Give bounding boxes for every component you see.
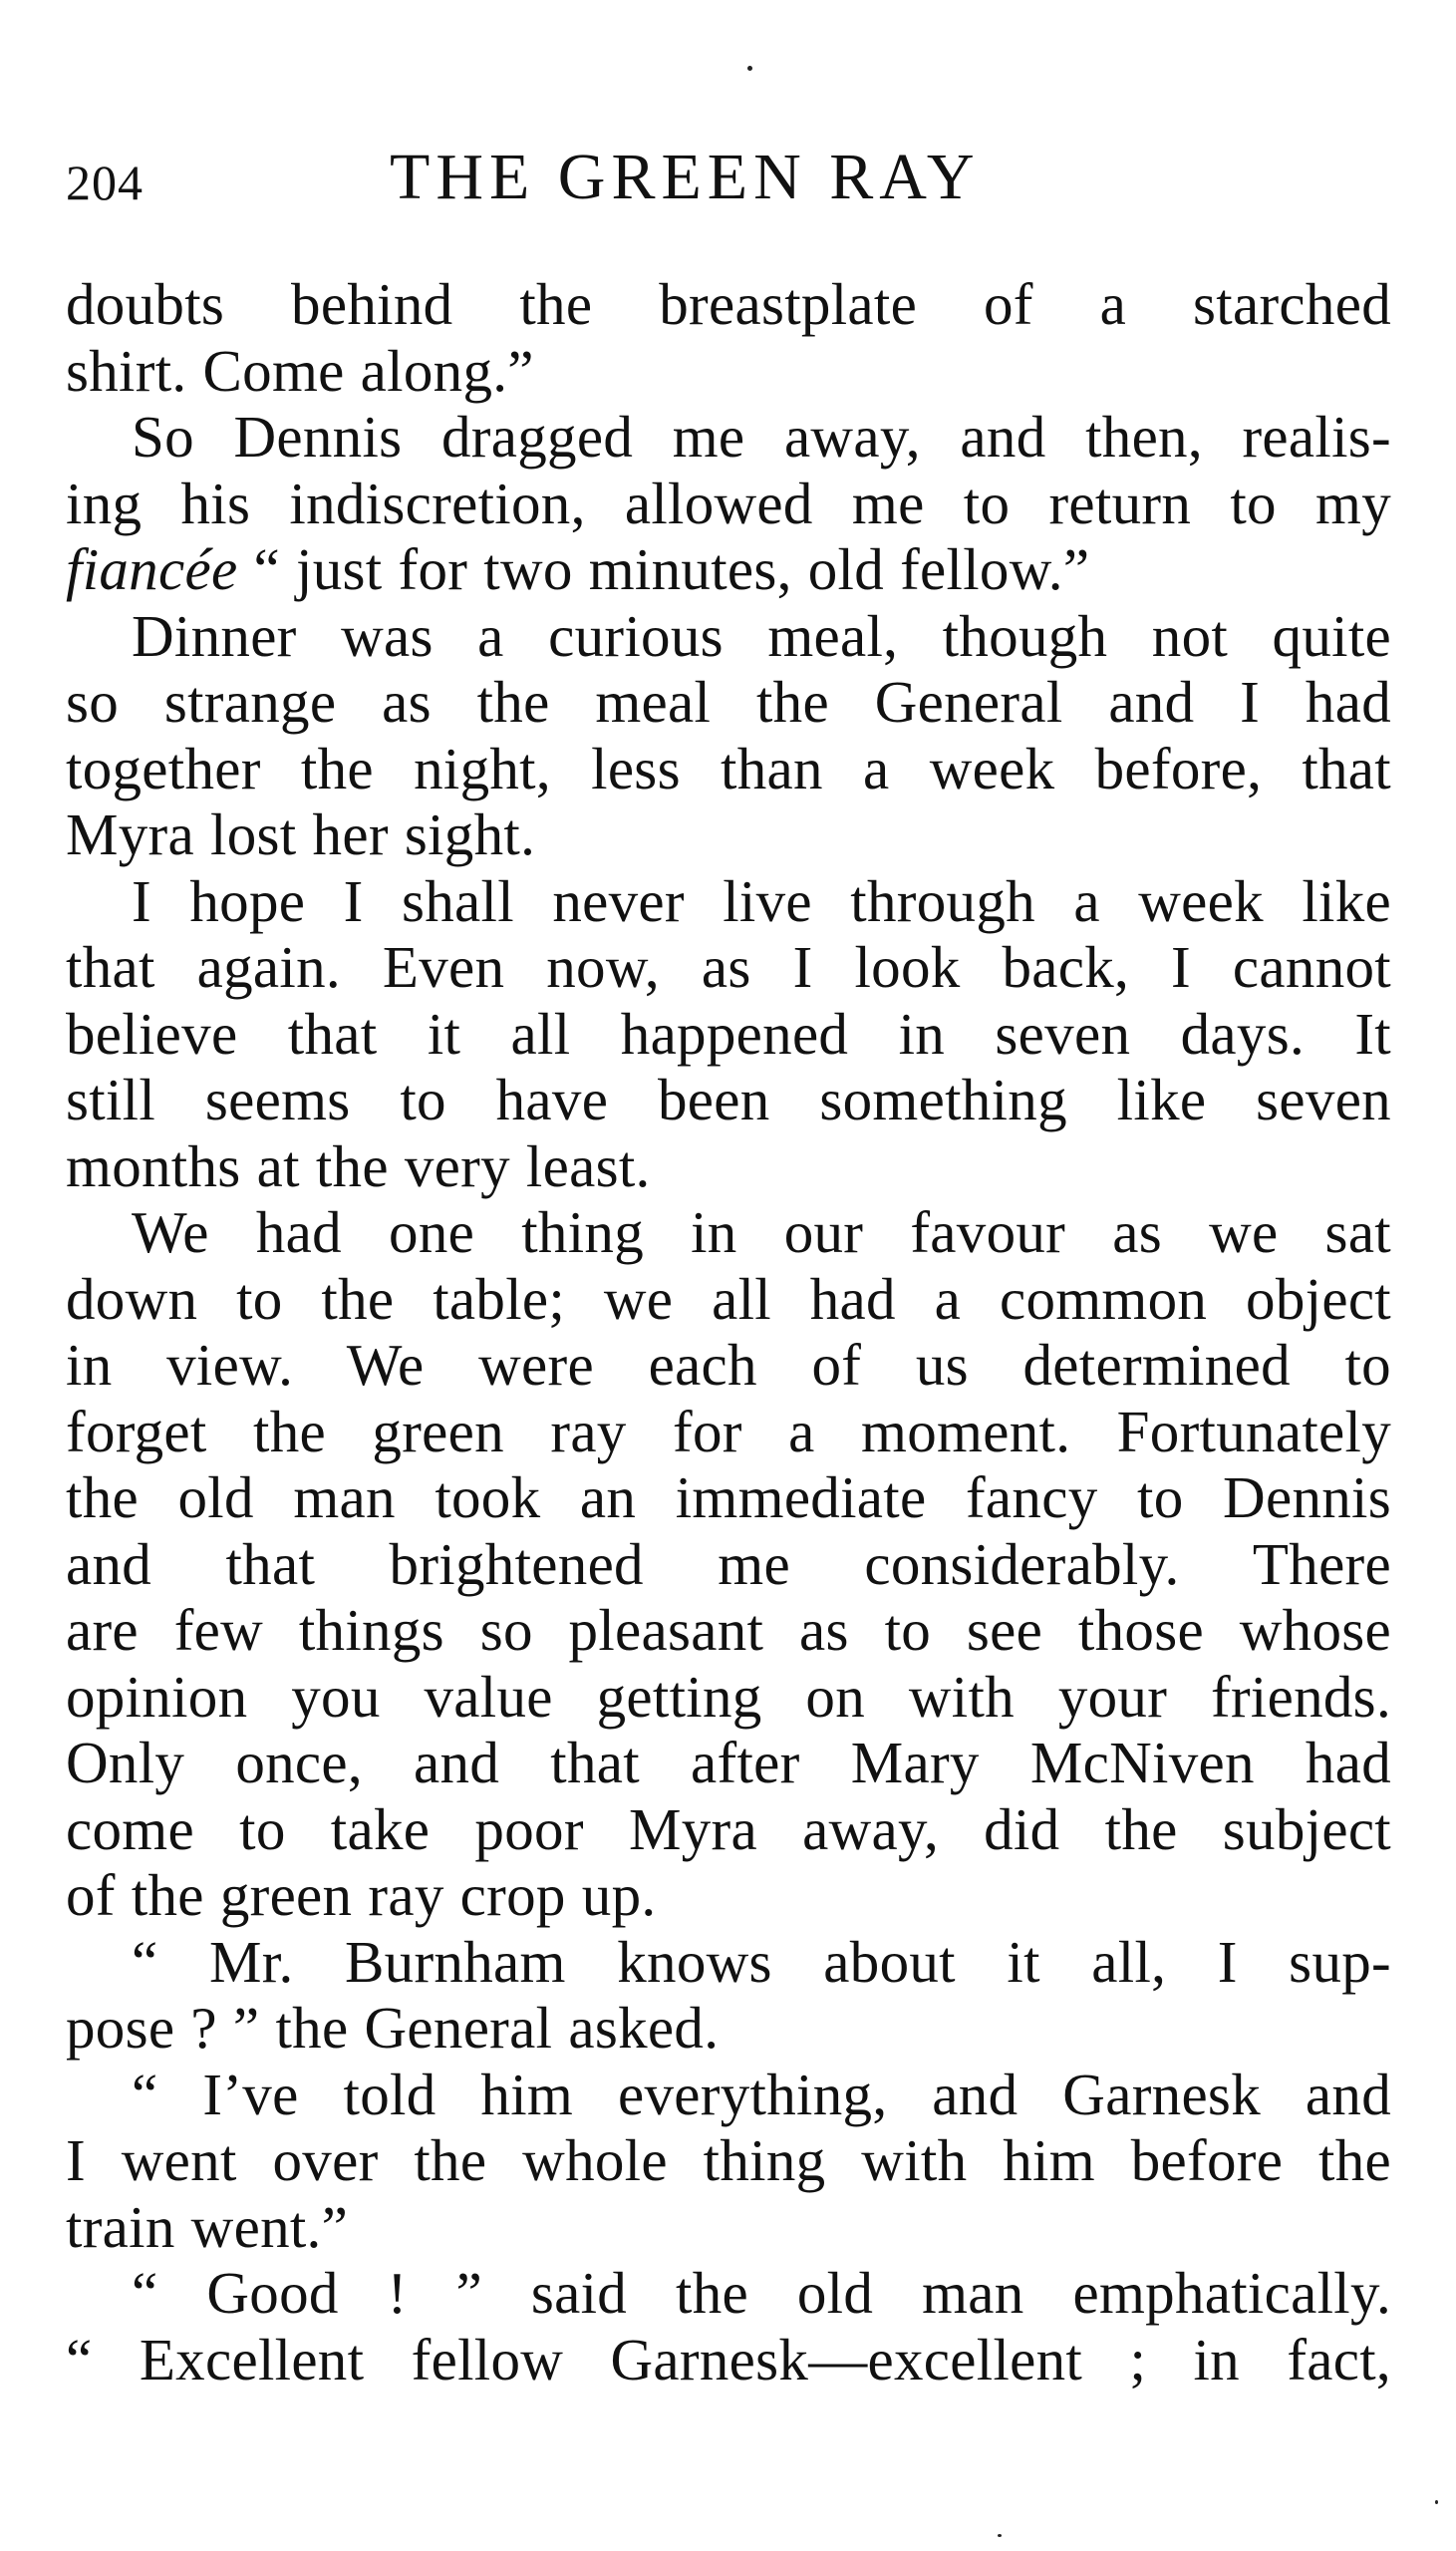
- text-line: Only once, and that after Mary McNiven had: [66, 1730, 1391, 1795]
- running-title: THE GREEN RAY: [390, 141, 981, 213]
- text-line: So Dennis dragged me away, and then, realis-: [132, 404, 1391, 470]
- text-line: are few things so pleasant as to see those whose: [66, 1597, 1391, 1663]
- text-line: months at the very least.: [66, 1132, 651, 1199]
- text-line: “ I’ve told him everything, and Garnesk and: [132, 2061, 1391, 2127]
- text-line: that again. Even now, as I look back, I cannot: [66, 934, 1391, 1000]
- text-line: believe that it all happened in seven days. It: [66, 1000, 1391, 1067]
- text-line: “ Good ! ” said the old man emphatically.: [132, 2260, 1391, 2326]
- text-line: the old man took an immediate fancy to Dennis: [66, 1464, 1391, 1530]
- text-line: I went over the whole thing with him before the: [66, 2127, 1391, 2193]
- text-line: together the night, less than a week before, that: [66, 735, 1391, 801]
- text-line: of the green ray crop up.: [66, 1862, 657, 1928]
- page-header: [66, 140, 1391, 219]
- text-run: “ just for two minutes, old fellow.”: [237, 536, 1090, 602]
- text-line: doubts behind the breastplate of a starched: [66, 271, 1391, 337]
- print-speck: [747, 66, 752, 71]
- text-line: in view. We were each of us determined to: [66, 1332, 1391, 1398]
- body-text: [66, 271, 1391, 2392]
- text-line: I hope I shall never live through a week like: [132, 867, 1391, 934]
- text-line: pose ? ” the General asked.: [66, 1995, 720, 2061]
- text-line: opinion you value getting on with your friends.: [66, 1663, 1391, 1730]
- text-line: “ Mr. Burnham knows about it all, I sup-: [132, 1928, 1391, 1995]
- print-speck: [1435, 2500, 1438, 2504]
- print-speck: [998, 2534, 1002, 2537]
- text-line: and that brightened me considerably. There: [66, 1530, 1391, 1597]
- text-line: Dinner was a curious meal, though not quite: [132, 602, 1391, 669]
- text-line: We had one thing in our favour as we sat: [132, 1199, 1391, 1265]
- text-line: [66, 536, 1391, 603]
- text-line: come to take poor Myra away, did the subject: [66, 1795, 1391, 1862]
- text-line: forget the green ray for a moment. Fortunately: [66, 1398, 1391, 1464]
- text-line: shirt. Come along.”: [66, 337, 534, 404]
- text-line: down to the table; we all had a common object: [66, 1265, 1391, 1332]
- text-line: Myra lost her sight.: [66, 801, 536, 867]
- text-line: still seems to have been something like seven: [66, 1067, 1391, 1132]
- text-line: ing his indiscretion, allowed me to return to my: [66, 470, 1391, 536]
- text-line: so strange as the meal the General and I had: [66, 669, 1391, 735]
- italic-word: fiancée: [66, 536, 238, 602]
- text-line: “ Excellent fellow Garnesk—excellent ; in fact,: [66, 2326, 1391, 2392]
- text-line: train went.”: [66, 2193, 349, 2260]
- page-number: 204: [66, 155, 144, 210]
